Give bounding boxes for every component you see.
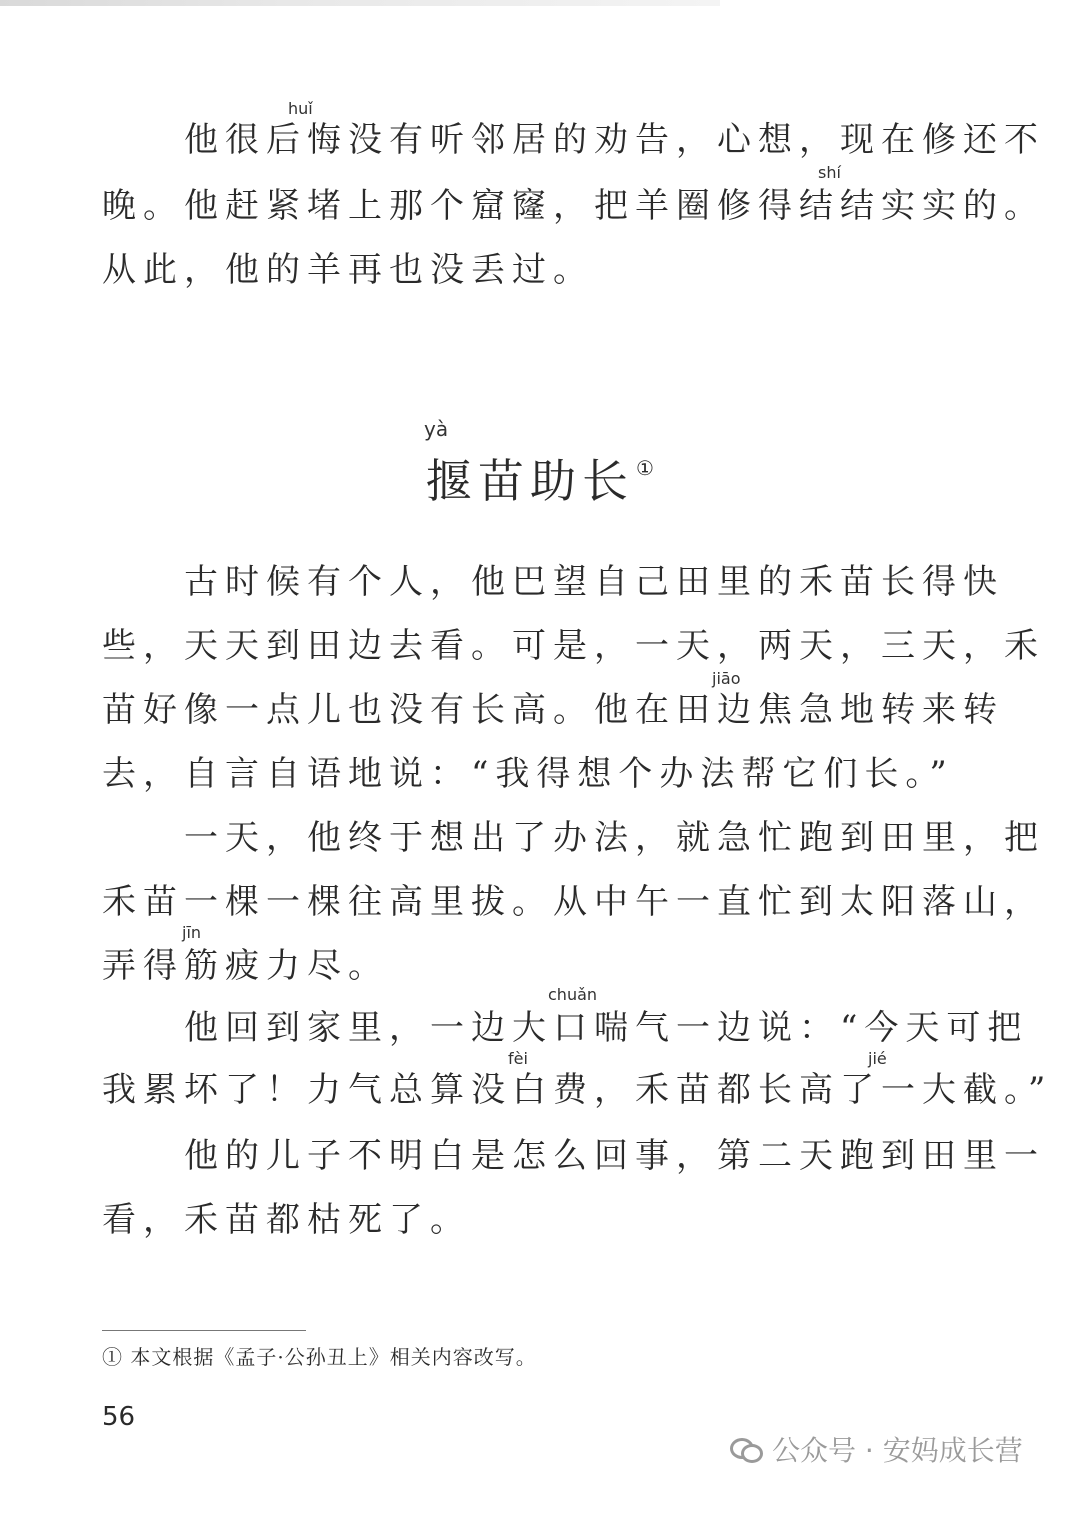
- footnote-text: ① 本文根据《孟子·公孙丑上》相关内容改写。: [102, 1345, 537, 1369]
- page-number: 56: [102, 1402, 136, 1432]
- text-line: 他回到家里，一边大口喘气一边说：“今天可把: [102, 1008, 1029, 1048]
- text-line: 弄得筋疲力尽。: [102, 946, 389, 986]
- footnote-divider: [102, 1330, 306, 1331]
- pinyin-jiao: jiāo: [712, 669, 741, 688]
- text-line: 他的儿子不明白是怎么回事，第二天跑到田里一: [102, 1136, 1045, 1176]
- text-line: 我累坏了！力气总算没白费，禾苗都长高了一大截。”: [102, 1070, 1053, 1110]
- title-text: 揠苗助长: [426, 454, 635, 508]
- text-line: 看，禾苗都枯死了。: [102, 1200, 471, 1240]
- text-line: 从此，他的羊再也没丢过。: [102, 250, 594, 290]
- text-line: 古时候有个人，他巴望自己田里的禾苗长得快: [102, 562, 1004, 602]
- wechat-icon: [730, 1435, 764, 1463]
- text-line: 一天，他终于想出了办法，就急忙跑到田里，把: [102, 818, 1045, 858]
- pinyin-fei: fèi: [508, 1049, 528, 1068]
- story-title: [0, 440, 1080, 509]
- text-line: 禾苗一棵一棵往高里拔。从中午一直忙到太阳落山，: [102, 882, 1045, 922]
- footnote-marker: ①: [636, 456, 654, 480]
- pinyin-jie: jié: [868, 1049, 887, 1068]
- pinyin-shi: shí: [818, 163, 841, 182]
- pinyin-chuan: chuǎn: [548, 985, 598, 1004]
- title-pinyin: yà: [424, 417, 449, 441]
- text-line: 苗好像一点儿也没有长高。他在田边焦急地转来转: [102, 690, 1004, 730]
- text-line: 晚。他赶紧堵上那个窟窿，把羊圈修得结结实实的。: [102, 186, 1045, 226]
- pinyin-hui: huǐ: [288, 99, 313, 118]
- text-line: 去，自言自语地说：“我得想个办法帮它们长。”: [102, 754, 954, 794]
- watermark-text: 公众号 · 安妈成长营: [772, 1434, 1023, 1467]
- top-edge-strip: [0, 0, 720, 6]
- text-line: 些，天天到田边去看。可是，一天，两天，三天，禾: [102, 626, 1045, 666]
- watermark: [730, 1432, 1023, 1466]
- pinyin-jin: jīn: [182, 923, 202, 942]
- text-line: 他很后悔没有听邻居的劝告，心想，现在修还不: [102, 120, 1045, 160]
